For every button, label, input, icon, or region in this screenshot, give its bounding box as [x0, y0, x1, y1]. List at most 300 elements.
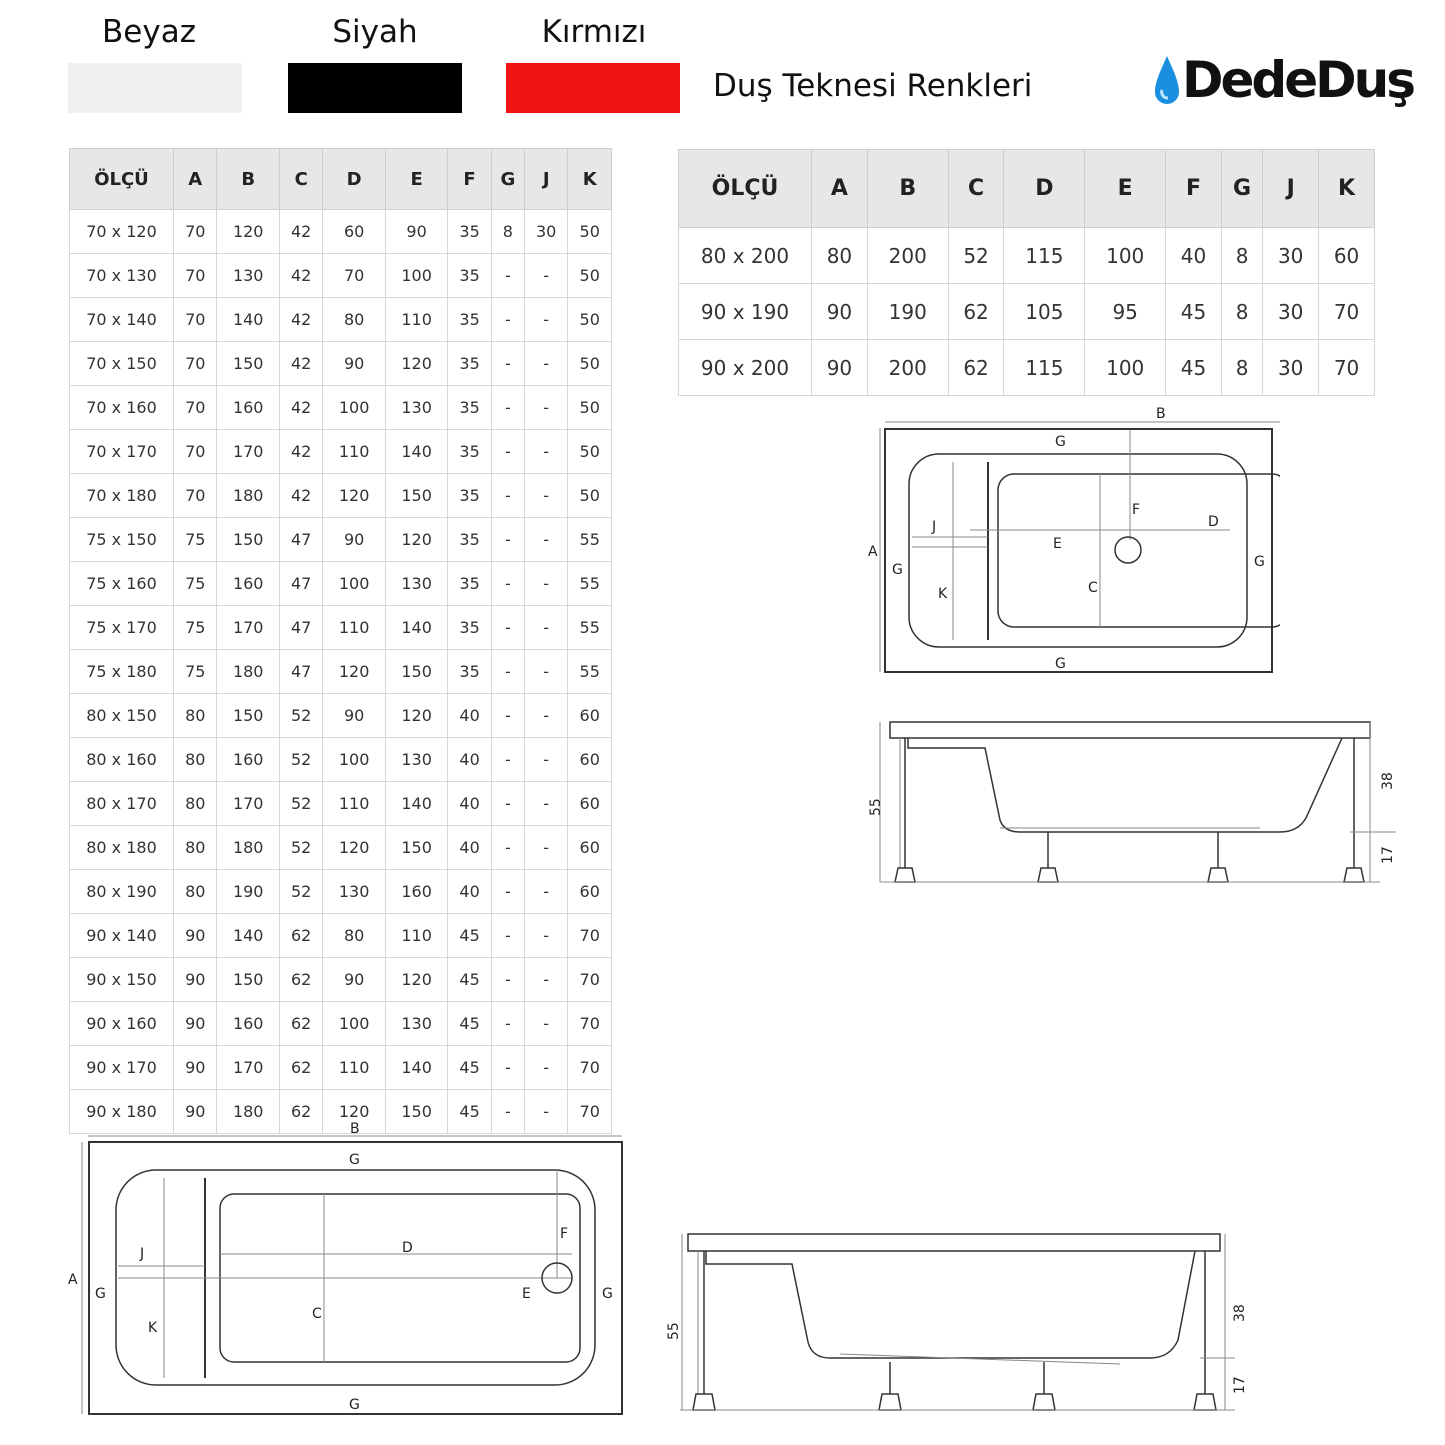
- table-cell: 50: [568, 474, 612, 518]
- table-cell: 50: [568, 430, 612, 474]
- table-cell: 80 x 200: [679, 228, 812, 284]
- table-cell: 120: [385, 694, 447, 738]
- table-cell: 80 x 150: [70, 694, 174, 738]
- diag-l-label-F: F: [560, 1226, 569, 1242]
- table-cell: 42: [279, 430, 322, 474]
- diag-l-label-A: A: [68, 1272, 78, 1288]
- table-cell: -: [524, 914, 567, 958]
- table-cell: 80: [174, 738, 217, 782]
- table-cell: 45: [1166, 340, 1222, 396]
- table-cell: -: [524, 870, 567, 914]
- table-cell: 75 x 150: [70, 518, 174, 562]
- table-cell: 70 x 130: [70, 254, 174, 298]
- table-cell: 160: [217, 562, 279, 606]
- table-cell: 47: [279, 606, 322, 650]
- table-row: [70, 518, 612, 562]
- table-cell: 47: [279, 562, 322, 606]
- side-l-dim-legs: 17: [1232, 1376, 1248, 1394]
- table-cell: 62: [279, 914, 322, 958]
- table-cell: 60: [568, 738, 612, 782]
- table-cell: 90 x 180: [70, 1090, 174, 1134]
- tr-header-k: K: [1319, 150, 1375, 228]
- table-cell: 40: [448, 738, 491, 782]
- table-cell: 140: [385, 606, 447, 650]
- table-cell: 70 x 120: [70, 210, 174, 254]
- table-cell: 120: [323, 650, 385, 694]
- table-cell: -: [524, 474, 567, 518]
- color-label-black: Siyah: [332, 14, 418, 50]
- table-cell: 120: [323, 474, 385, 518]
- diag-r-label-F: F: [1132, 502, 1141, 518]
- table-cell: 47: [279, 650, 322, 694]
- brand-logo: [1152, 50, 1413, 110]
- swatch-black: [288, 63, 462, 113]
- table-cell: 100: [323, 738, 385, 782]
- table-cell: 90 x 190: [679, 284, 812, 340]
- table-cell: 50: [568, 386, 612, 430]
- tr-header-e: E: [1085, 150, 1166, 228]
- table-cell: -: [524, 650, 567, 694]
- tl-header-f: F: [448, 149, 491, 210]
- size-table-right: [678, 149, 1375, 396]
- table-cell: 60: [568, 870, 612, 914]
- side-r-dim-legs: 17: [1380, 846, 1396, 864]
- table-cell: 150: [385, 650, 447, 694]
- table-cell: 70: [1319, 340, 1375, 396]
- tl-header-j: J: [524, 149, 567, 210]
- diag-r-label-G-bottom: G: [1055, 656, 1066, 672]
- table-cell: 115: [1004, 228, 1085, 284]
- table-cell: 190: [867, 284, 948, 340]
- table-cell: 80: [174, 694, 217, 738]
- brand-name: DedeDuş: [1182, 51, 1413, 109]
- table-cell: 35: [448, 650, 491, 694]
- table-cell: 120: [385, 342, 447, 386]
- table-cell: 90 x 150: [70, 958, 174, 1002]
- table-cell: -: [491, 738, 524, 782]
- table-cell: 35: [448, 254, 491, 298]
- table-cell: 90: [812, 284, 868, 340]
- size-table-left: [69, 148, 612, 1134]
- table-cell: 62: [948, 284, 1004, 340]
- table-cell: 40: [448, 826, 491, 870]
- table-cell: 150: [385, 474, 447, 518]
- table-cell: 30: [524, 210, 567, 254]
- diag-r-label-J: J: [932, 519, 937, 535]
- table-row: [70, 1002, 612, 1046]
- table-row: [70, 870, 612, 914]
- table-cell: 100: [385, 254, 447, 298]
- table-row: [70, 562, 612, 606]
- table-cell: -: [491, 826, 524, 870]
- table-cell: 180: [217, 650, 279, 694]
- table-cell: 150: [217, 518, 279, 562]
- table-cell: 100: [323, 562, 385, 606]
- table-cell: 30: [1263, 340, 1319, 396]
- table-cell: 52: [279, 782, 322, 826]
- table-cell: 52: [279, 870, 322, 914]
- tl-header-c: C: [279, 149, 322, 210]
- table-cell: 120: [385, 958, 447, 1002]
- table-cell: 62: [279, 1090, 322, 1134]
- table-cell: 75: [174, 606, 217, 650]
- diag-l-label-E: E: [522, 1286, 531, 1302]
- side-l-dim-total: 55: [666, 1322, 682, 1340]
- table-cell: 95: [1085, 284, 1166, 340]
- table-row: [70, 1046, 612, 1090]
- table-cell: 42: [279, 342, 322, 386]
- table-cell: 170: [217, 1046, 279, 1090]
- diag-l-label-G-right: G: [602, 1286, 613, 1302]
- table-cell: 52: [279, 826, 322, 870]
- table-cell: 40: [448, 782, 491, 826]
- tr-header-g: G: [1221, 150, 1262, 228]
- color-label-red: Kırmızı: [541, 14, 647, 50]
- side-r-dim-tub: 38: [1380, 772, 1396, 790]
- diag-l-label-G-top: G: [349, 1152, 360, 1168]
- table-cell: 45: [448, 958, 491, 1002]
- table-cell: -: [491, 958, 524, 1002]
- table-cell: -: [524, 518, 567, 562]
- tl-header-d: D: [323, 149, 385, 210]
- table-cell: 50: [568, 210, 612, 254]
- table-row: [70, 386, 612, 430]
- table-cell: 180: [217, 1090, 279, 1134]
- diag-r-label-G-right: G: [1254, 554, 1265, 570]
- table-cell: 140: [217, 298, 279, 342]
- table-cell: -: [524, 738, 567, 782]
- table-cell: 120: [385, 518, 447, 562]
- table-cell: 90: [323, 694, 385, 738]
- table-cell: 180: [217, 826, 279, 870]
- table-cell: 80 x 170: [70, 782, 174, 826]
- table-cell: 40: [448, 694, 491, 738]
- diag-l-label-J: J: [140, 1246, 145, 1262]
- diag-r-label-G-left: G: [892, 562, 903, 578]
- diag-r-label-A: A: [868, 544, 878, 560]
- table-cell: 55: [568, 562, 612, 606]
- table-cell: 45: [448, 1046, 491, 1090]
- table-row: [70, 826, 612, 870]
- table-cell: 60: [568, 782, 612, 826]
- table-cell: 70: [174, 342, 217, 386]
- table-row: [70, 738, 612, 782]
- tr-header-c: C: [948, 150, 1004, 228]
- table-cell: 8: [1221, 284, 1262, 340]
- table-cell: 70: [174, 474, 217, 518]
- table-cell: 130: [385, 386, 447, 430]
- table-cell: 45: [448, 1002, 491, 1046]
- table-cell: 55: [568, 650, 612, 694]
- table-row: [70, 298, 612, 342]
- table-cell: 140: [385, 1046, 447, 1090]
- table-cell: 80: [174, 782, 217, 826]
- tr-header-d: D: [1004, 150, 1085, 228]
- table-row: [679, 228, 1375, 284]
- table-cell: 55: [568, 606, 612, 650]
- table-cell: 30: [1263, 284, 1319, 340]
- table-cell: 105: [1004, 284, 1085, 340]
- table-cell: 150: [217, 958, 279, 1002]
- table-cell: 70: [1319, 284, 1375, 340]
- table-cell: 42: [279, 298, 322, 342]
- table-cell: 90: [174, 1046, 217, 1090]
- swatch-red: [506, 63, 680, 113]
- table-cell: 120: [323, 1090, 385, 1134]
- table-cell: 160: [217, 1002, 279, 1046]
- table-cell: 70: [174, 298, 217, 342]
- table-cell: 35: [448, 518, 491, 562]
- table-cell: 60: [323, 210, 385, 254]
- table-cell: -: [524, 1090, 567, 1134]
- side-r-dim-total: 55: [868, 798, 884, 816]
- table-cell: 35: [448, 386, 491, 430]
- table-cell: -: [491, 562, 524, 606]
- table-cell: -: [491, 694, 524, 738]
- table-cell: 70: [568, 1046, 612, 1090]
- table-row: [70, 606, 612, 650]
- table-cell: -: [524, 826, 567, 870]
- table-cell: -: [491, 518, 524, 562]
- table-cell: 170: [217, 782, 279, 826]
- tl-header-e: E: [385, 149, 447, 210]
- table-cell: 35: [448, 430, 491, 474]
- table-cell: -: [524, 1046, 567, 1090]
- table-cell: 70: [323, 254, 385, 298]
- tr-header-size: ÖLÇÜ: [679, 150, 812, 228]
- table-cell: 150: [217, 342, 279, 386]
- table-cell: 90: [812, 340, 868, 396]
- table-cell: -: [491, 254, 524, 298]
- table-cell: 170: [217, 430, 279, 474]
- table-cell: 35: [448, 562, 491, 606]
- table-cell: 70: [174, 430, 217, 474]
- table-cell: -: [524, 254, 567, 298]
- table-cell: 90 x 170: [70, 1046, 174, 1090]
- table-cell: 52: [279, 694, 322, 738]
- table-cell: 115: [1004, 340, 1085, 396]
- table-cell: 8: [1221, 340, 1262, 396]
- table-cell: 47: [279, 518, 322, 562]
- diag-l-label-G-bottom: G: [349, 1397, 360, 1413]
- table-cell: 70 x 170: [70, 430, 174, 474]
- table-cell: 140: [217, 914, 279, 958]
- table-row: [679, 340, 1375, 396]
- table-cell: 90: [323, 342, 385, 386]
- table-cell: 70: [568, 914, 612, 958]
- table-cell: 130: [323, 870, 385, 914]
- table-cell: 62: [279, 1046, 322, 1090]
- table-cell: 100: [1085, 228, 1166, 284]
- table-row: [70, 342, 612, 386]
- side-view-diagram-right: [860, 710, 1405, 890]
- table-cell: 52: [948, 228, 1004, 284]
- table-cell: 35: [448, 342, 491, 386]
- top-view-diagram-right: [860, 400, 1280, 685]
- table-cell: 50: [568, 298, 612, 342]
- table-cell: 150: [385, 826, 447, 870]
- table-cell: 100: [323, 1002, 385, 1046]
- tl-header-b: B: [217, 149, 279, 210]
- table-cell: 90: [174, 914, 217, 958]
- table-cell: -: [491, 1046, 524, 1090]
- table-cell: 45: [1166, 284, 1222, 340]
- table-cell: -: [524, 430, 567, 474]
- table-cell: 75 x 160: [70, 562, 174, 606]
- table-cell: 140: [385, 782, 447, 826]
- diag-l-label-G-left: G: [95, 1286, 106, 1302]
- table-cell: 70: [174, 254, 217, 298]
- swatch-white: [68, 63, 242, 113]
- table-cell: 75: [174, 518, 217, 562]
- tr-header-a: A: [812, 150, 868, 228]
- color-label-white: Beyaz: [102, 14, 196, 50]
- table-cell: 55: [568, 518, 612, 562]
- table-cell: 90 x 160: [70, 1002, 174, 1046]
- table-cell: 80: [174, 826, 217, 870]
- tr-header-f: F: [1166, 150, 1222, 228]
- table-row: [70, 914, 612, 958]
- diag-l-label-B: B: [350, 1121, 360, 1137]
- table-cell: 190: [217, 870, 279, 914]
- table-cell: 110: [323, 606, 385, 650]
- table-cell: 35: [448, 298, 491, 342]
- table-cell: 90: [323, 958, 385, 1002]
- table-cell: 60: [568, 694, 612, 738]
- table-cell: 110: [385, 298, 447, 342]
- side-view-diagram-left: [660, 1222, 1260, 1422]
- table-cell: 42: [279, 210, 322, 254]
- tl-header-g: G: [491, 149, 524, 210]
- table-cell: -: [491, 1090, 524, 1134]
- table-cell: 62: [279, 958, 322, 1002]
- table-cell: 150: [385, 1090, 447, 1134]
- table-cell: 8: [1221, 228, 1262, 284]
- table-cell: 70 x 180: [70, 474, 174, 518]
- table-cell: 45: [448, 914, 491, 958]
- table-cell: -: [491, 606, 524, 650]
- table-cell: 200: [867, 340, 948, 396]
- table-cell: -: [491, 342, 524, 386]
- table-row: [70, 474, 612, 518]
- diag-r-label-E: E: [1053, 536, 1062, 552]
- page-title: Duş Teknesi Renkleri: [713, 68, 1033, 104]
- table-cell: 35: [448, 606, 491, 650]
- table-cell: 170: [217, 606, 279, 650]
- table-cell: 90 x 140: [70, 914, 174, 958]
- table-cell: -: [524, 1002, 567, 1046]
- table-cell: 90: [174, 1002, 217, 1046]
- table-cell: -: [491, 650, 524, 694]
- diag-l-label-C: C: [312, 1306, 322, 1322]
- table-cell: 70 x 150: [70, 342, 174, 386]
- table-cell: -: [491, 474, 524, 518]
- tl-header-size: ÖLÇÜ: [70, 149, 174, 210]
- table-cell: -: [524, 386, 567, 430]
- table-cell: 120: [323, 826, 385, 870]
- table-cell: 90: [385, 210, 447, 254]
- table-row: [70, 254, 612, 298]
- table-cell: -: [524, 562, 567, 606]
- diag-l-label-K: K: [148, 1320, 158, 1336]
- top-view-diagram-left: [60, 1118, 635, 1423]
- table-cell: 75: [174, 650, 217, 694]
- diag-r-label-K: K: [938, 586, 948, 602]
- table-cell: 80 x 160: [70, 738, 174, 782]
- table-cell: 70: [174, 210, 217, 254]
- table-cell: 42: [279, 254, 322, 298]
- table-cell: 80 x 180: [70, 826, 174, 870]
- table-cell: 160: [217, 738, 279, 782]
- table-cell: 62: [948, 340, 1004, 396]
- table-cell: 90: [323, 518, 385, 562]
- diag-r-label-B: B: [1156, 406, 1166, 422]
- table-cell: 70 x 160: [70, 386, 174, 430]
- table-row: [70, 210, 612, 254]
- table-cell: -: [524, 342, 567, 386]
- table-row: [679, 284, 1375, 340]
- table-cell: 45: [448, 1090, 491, 1134]
- table-cell: 52: [279, 738, 322, 782]
- table-cell: 130: [385, 562, 447, 606]
- table-row: [70, 782, 612, 826]
- side-l-dim-tub: 38: [1232, 1304, 1248, 1322]
- table-cell: 140: [385, 430, 447, 474]
- table-cell: 160: [217, 386, 279, 430]
- table-row: [70, 430, 612, 474]
- tr-header-b: B: [867, 150, 948, 228]
- table-cell: 80: [323, 298, 385, 342]
- table-cell: 130: [385, 738, 447, 782]
- table-cell: 180: [217, 474, 279, 518]
- table-cell: 110: [323, 782, 385, 826]
- table-cell: 80 x 190: [70, 870, 174, 914]
- table-cell: 42: [279, 474, 322, 518]
- table-cell: -: [491, 870, 524, 914]
- table-cell: -: [524, 694, 567, 738]
- table-row: [70, 694, 612, 738]
- table-cell: 35: [448, 210, 491, 254]
- table-cell: 80: [323, 914, 385, 958]
- table-cell: 70: [568, 1090, 612, 1134]
- diag-r-label-D: D: [1208, 514, 1219, 530]
- table-cell: 200: [867, 228, 948, 284]
- diag-l-label-D: D: [402, 1240, 413, 1256]
- table-cell: -: [524, 958, 567, 1002]
- table-cell: 90: [174, 958, 217, 1002]
- table-cell: 120: [217, 210, 279, 254]
- table-cell: 8: [491, 210, 524, 254]
- table-cell: -: [491, 914, 524, 958]
- table-cell: -: [491, 430, 524, 474]
- table-cell: -: [524, 298, 567, 342]
- table-cell: 100: [1085, 340, 1166, 396]
- table-cell: 100: [323, 386, 385, 430]
- table-cell: 75: [174, 562, 217, 606]
- table-cell: 130: [217, 254, 279, 298]
- table-cell: 70 x 140: [70, 298, 174, 342]
- table-cell: -: [491, 1002, 524, 1046]
- table-cell: 90 x 200: [679, 340, 812, 396]
- table-cell: 70: [568, 1002, 612, 1046]
- table-cell: 50: [568, 254, 612, 298]
- table-cell: 70: [174, 386, 217, 430]
- table-cell: 110: [385, 914, 447, 958]
- table-cell: -: [524, 606, 567, 650]
- tl-header-k: K: [568, 149, 612, 210]
- diag-r-label-C: C: [1088, 580, 1098, 596]
- table-cell: 130: [385, 1002, 447, 1046]
